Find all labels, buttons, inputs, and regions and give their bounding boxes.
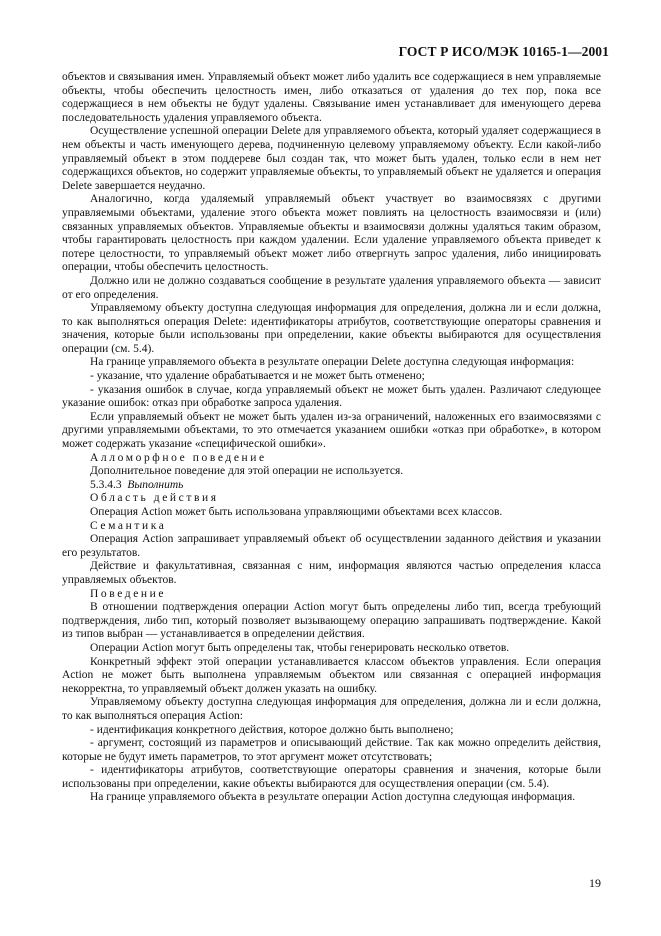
list-item: - идентификация конкретного действия, которое должно быть выполнено; bbox=[90, 723, 454, 736]
paragraph: Конкретный эффект этой операции устанавливается классом объектов управления. Если операция Action не может быть выполнена управляемым объектом или связанная с операцией информация некорректна, то управляемый объект должен указать на ошибку. bbox=[62, 655, 601, 695]
paragraph: Управляемому объекту доступна следующая информация для определения, должна ли и если должна, то как выполняться операция Action: bbox=[62, 696, 601, 722]
section-title: Выполнить bbox=[127, 478, 184, 491]
subheading-allomorphic-behaviour: Алломорфное поведение bbox=[90, 451, 267, 464]
paragraph: Управляемому объекту доступна следующая информация для определения, должна ли и если должна, то как выполняться операция Delete: идентификаторы атрибутов, соответствующие операторы сравнения и значения, которые были использованы при определении, какие объекты выбираются для осуществления операции (см. 5.4). bbox=[62, 302, 601, 355]
list-item: - указание, что удаление обрабатывается и не может быть отменено; bbox=[90, 370, 425, 383]
standard-header: ГОСТ Р ИСО/МЭК 10165-1—2001 bbox=[398, 44, 609, 59]
paragraph: На границе управляемого объекта в результате операции Delete доступна следующая информация: bbox=[90, 356, 575, 369]
document-body bbox=[62, 71, 601, 805]
paragraph: Дополнительное поведение для этой операции не используется. bbox=[90, 465, 404, 478]
subheading-scope: Область действия bbox=[90, 492, 219, 505]
subheading-behaviour: Поведение bbox=[90, 587, 167, 600]
list-item: - аргумент, состоящий из параметров и описывающий действие. Так как можно определить действия, которые не будут иметь параметров, то этот аргумент может отсутствовать; bbox=[62, 737, 601, 763]
paragraph: Если управляемый объект не может быть удален из-за ограничений, наложенных его взаимосвязями с другими управляемыми объектами, то это отмечается указанием ошибки «отказ при обработке», в котором может содержать указание «специфической ошибки». bbox=[62, 410, 601, 451]
paragraph: Операция Action может быть использована управляющими объектами всех классов. bbox=[90, 506, 503, 518]
paragraph: Осуществление успешной операции Delete для управляемого объекта, который удаляет содержащиеся в нем объекты и часть именующего дерева, подчиненную целевому управляемому объекту. Если какой-либо управляемый объект в этом поддереве был создан так, что может быть удален, только если в нем нет содержащихся объектов, но содержит управляемые объекты, то управляемый объект не удаляется и операция Delete завершается неудачно. bbox=[62, 125, 601, 192]
paragraph: Операции Action могут быть определены так, чтобы генерировать несколько ответов. bbox=[90, 641, 510, 654]
paragraph: Должно или не должно создаваться сообщение в результате удаления управляемого объекта — зависит от его определения. bbox=[62, 274, 601, 301]
list-item: - идентификаторы атрибутов, соответствующие операторы сравнения и значения, которые были использованы при определении, какие объекты выбираются для осуществления операции (см. 5.4). bbox=[62, 764, 601, 790]
subheading-semantics: Семантика bbox=[90, 519, 167, 532]
paragraph: В отношении подтверждения операции Action могут быть определены либо тип, всегда требующий подтверждения, либо тип, который позволяет вызывающему операцию запрашивать подтверждение. Какой из типов выбран — устанавливается в определении действия. bbox=[62, 601, 601, 641]
paragraph: На границе управляемого объекта в результате операции Action доступна следующая информация. bbox=[90, 791, 576, 804]
page-number: 19 bbox=[589, 876, 601, 890]
paragraph: Действие и факультативная, связанная с ним, информация являются частью определения класса управляемых объектов. bbox=[62, 560, 601, 586]
paragraph: объектов и связывания имен. Управляемый объект может либо удалить все содержащиеся в нем управляемые объекты, чтобы обеспечить целостность имен, либо отказаться от удаления до тех пор, пока все содержащиеся в нем объекты не будут удалены. Связывание имен устанавливает для именующего дерева последовательность удаления управляемого объекта. bbox=[62, 71, 601, 124]
section-heading bbox=[62, 479, 601, 493]
section-number: 5.3.4.3 bbox=[90, 478, 122, 491]
paragraph: Операция Action запрашивает управляемый объект об осуществлении заданного действия и указании его результатов. bbox=[62, 533, 601, 559]
list-item: - указания ошибок в случае, когда управляемый объект не может быть удален. Различают следующее указание ошибок: отказ при обработке запроса удаления. bbox=[62, 383, 601, 410]
paragraph: Аналогично, когда удаляемый управляемый объект участвует во взаимосвязях с другими управляемыми объектами, удаление этого объекта может повлиять на целостность взаимосвязи и (или) связанных управляемых объектов. Управляемые объекты и взаимосвязи должны удаляться таким образом, чтобы гарантировать целостность при каждом удалении. Если удаление управляемого объекта приведет к потере целостности, то управляемый объект может либо отвергнуть запрос удаления, либо инициировать операции, чтобы обеспечить целостность. bbox=[62, 193, 601, 274]
